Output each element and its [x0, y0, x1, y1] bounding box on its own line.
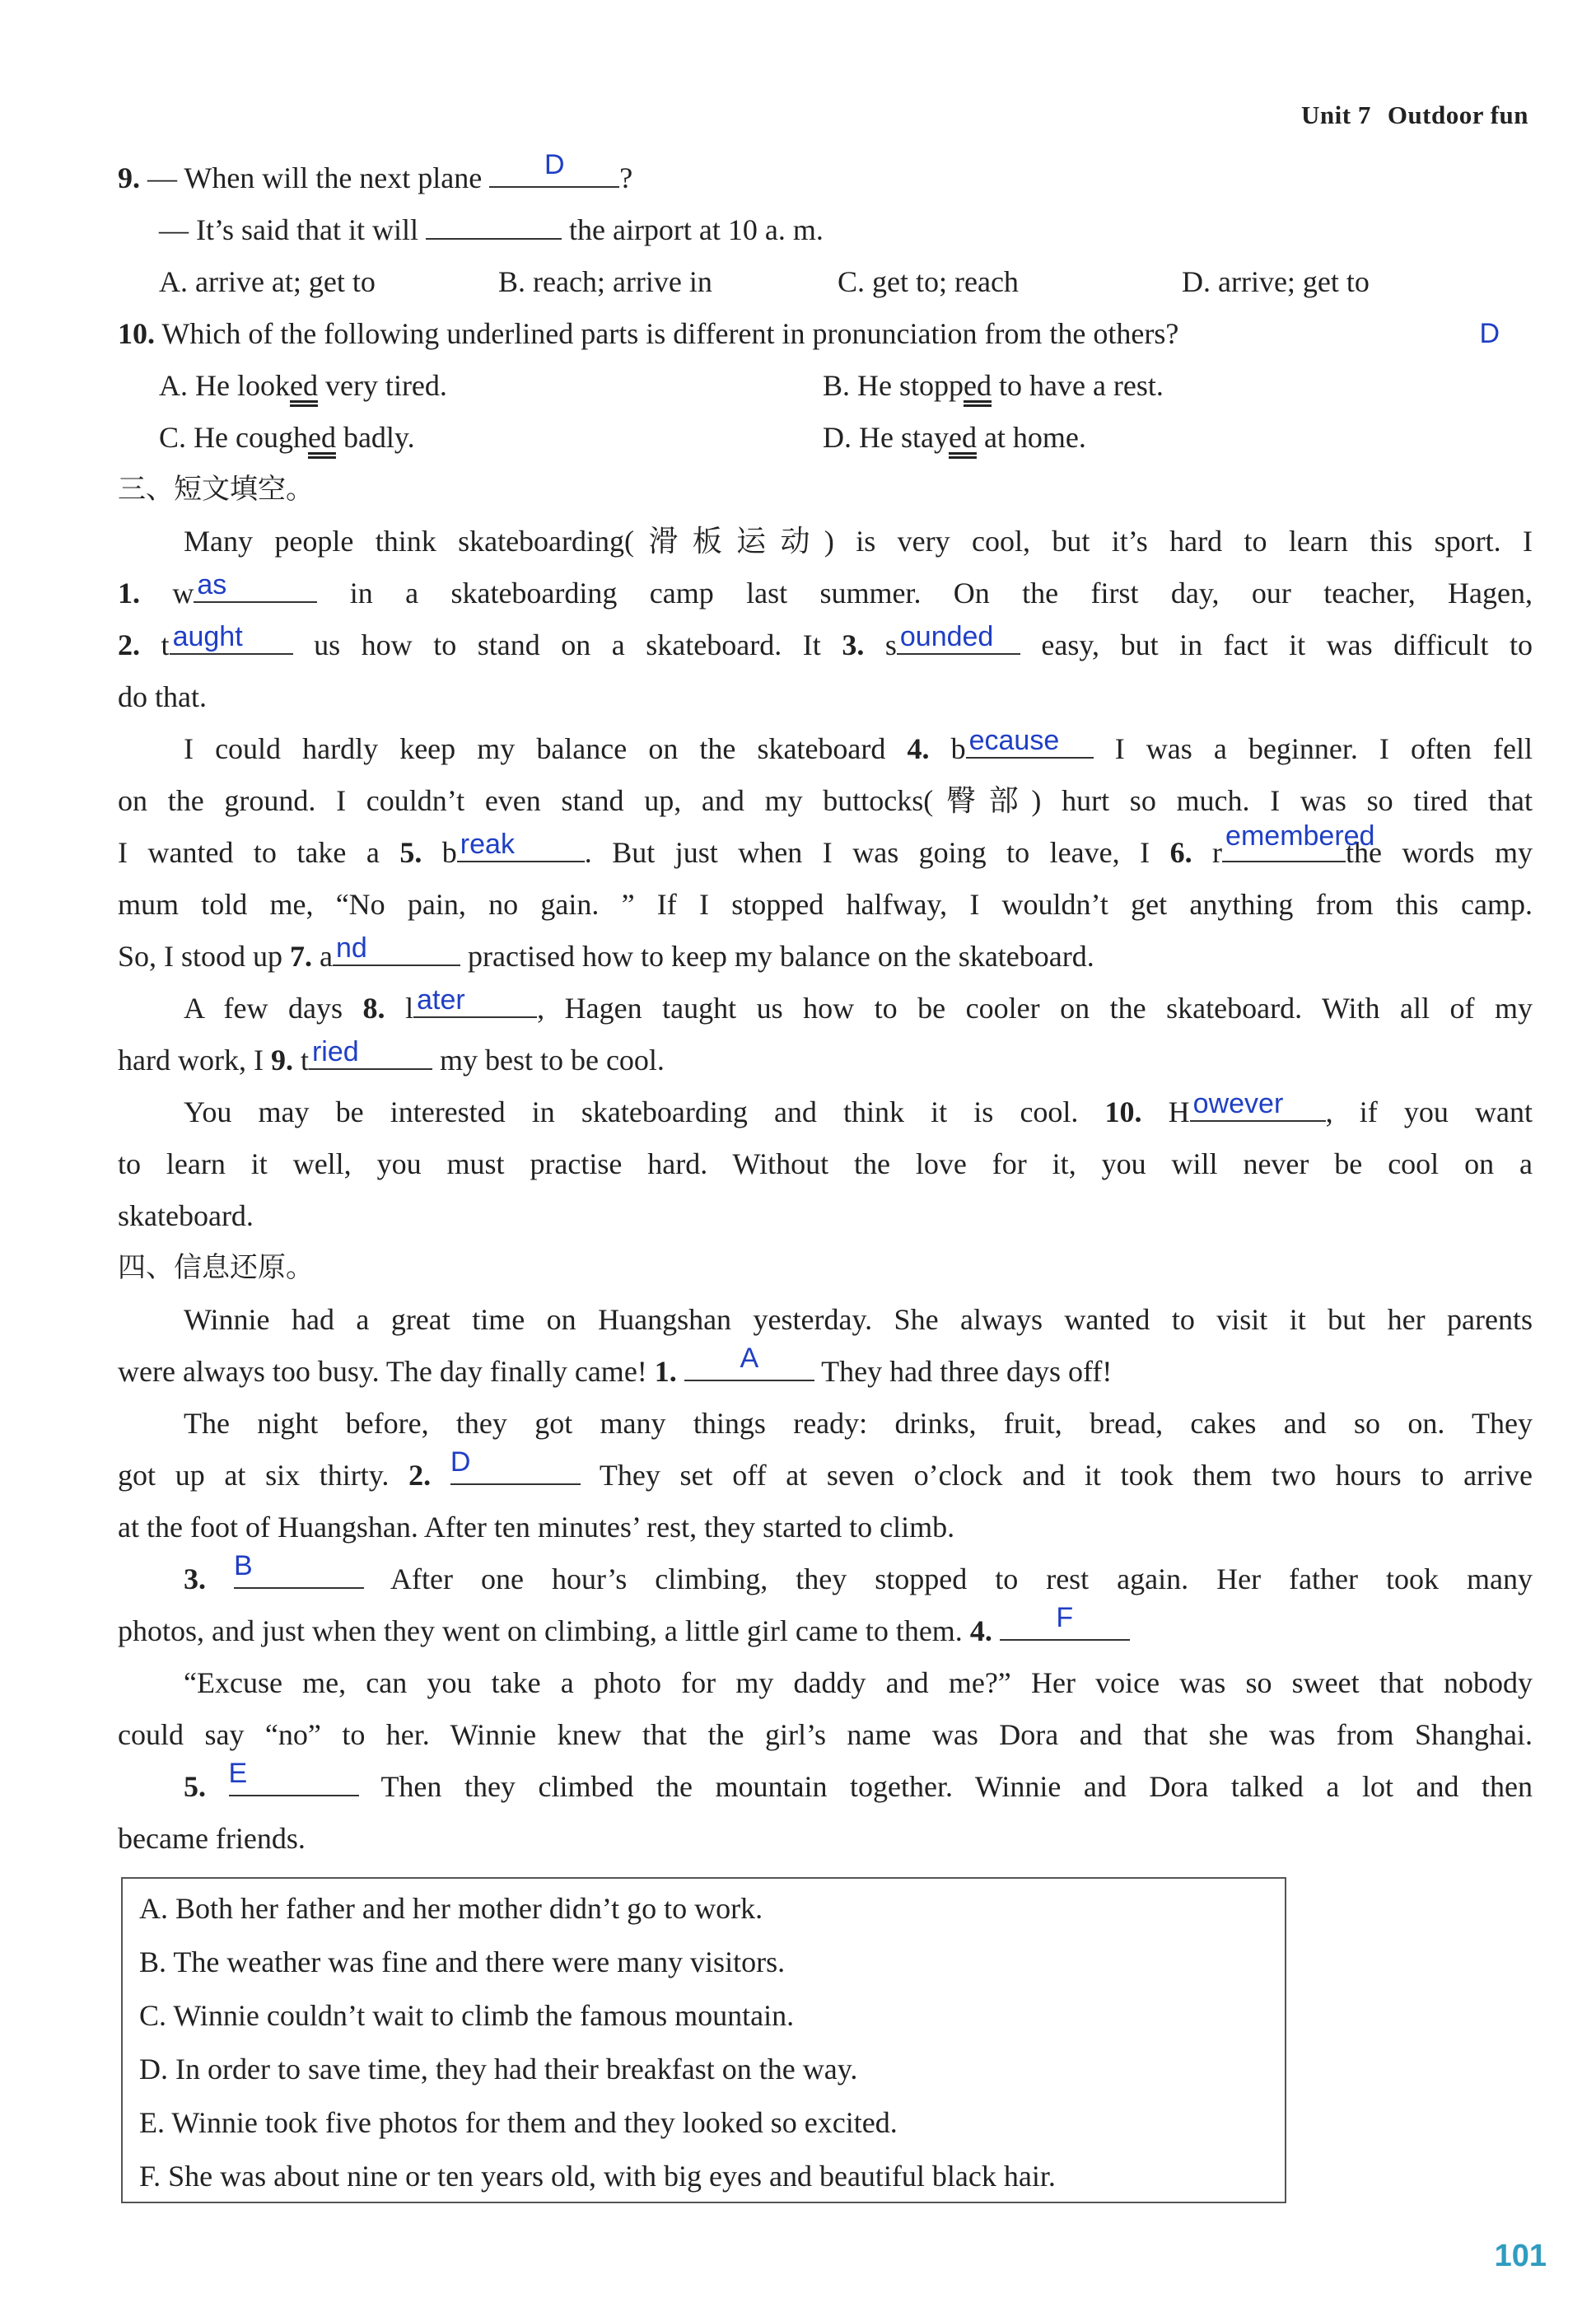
s4-p2-line2: got up at six thirty. 2. D They set off at seven o’clock and it took them two hours to arrive [118, 1446, 1533, 1492]
s3-answer-7: nd [336, 932, 367, 964]
page-header [1301, 100, 1528, 130]
s3-p4-line1: You may be interested in skateboarding and think it is cool. 10. H owever , if you want [184, 1088, 1533, 1128]
s3-blank-9[interactable] [309, 1035, 432, 1070]
s3-blank-2[interactable] [170, 620, 293, 655]
s4-blank-4[interactable] [1000, 1602, 1130, 1641]
s3-blank-6[interactable] [1222, 820, 1375, 862]
s3-blank-10[interactable] [1190, 1087, 1326, 1122]
s3-answer-6: emembered [1225, 820, 1375, 852]
s3-answer-8: ater [417, 984, 465, 1016]
q9-options [118, 256, 1533, 308]
s4-p1-line1: Winnie had a great time on Huangshan yesterday. She always wanted to visit it but her parents [184, 1303, 1533, 1336]
q10-option-a[interactable]: A. He looked very tired. [159, 369, 447, 402]
s3-p2-line2: on the ground. I couldn’t even stand up, and my buttocks(臀部) hurt so much. I was so tired that [118, 784, 1533, 817]
s3-answer-9: ried [311, 1036, 359, 1067]
unit-label: Unit 7 [1301, 100, 1371, 129]
s3-p2-line3: I wanted to take a 5. b reak . But just when I was going to leave, I 6. r emembered the words my [118, 820, 1533, 869]
box-option-e: E. Winnie took five photos for them and they looked so excited. [139, 2106, 898, 2139]
s3-p2-line5: So, I stood up 7. a nd practised how to keep my balance on the skateboard. [118, 932, 1094, 973]
s4-answer-3: B [234, 1550, 253, 1581]
s4-p4-line1: “Excuse me, can you take a photo for my daddy and me?” Her voice was so sweet that nobody [184, 1666, 1533, 1699]
s4-blank-1[interactable] [684, 1343, 814, 1381]
s3-blank-3[interactable] [897, 620, 1020, 655]
s3-blank-5[interactable] [457, 828, 585, 862]
box-option-d: D. In order to save time, they had their breakfast on the way. [139, 2053, 858, 2085]
s4-answer-5: E [228, 1758, 248, 1789]
q10-options-row2 [118, 412, 1533, 464]
q10-stem-line [118, 308, 1533, 360]
q10-option-b[interactable]: B. He stopped to have a rest. [823, 369, 1164, 402]
q10-number: 10. [118, 317, 155, 350]
s3-p1-line2: 1. w as in a skateboarding camp last summer. On the first day, our teacher, Hagen, [118, 569, 1533, 610]
s4-blank-5[interactable] [228, 1758, 359, 1796]
s3-answer-10: owever [1192, 1088, 1284, 1119]
s3-p2-line4: mum told me, “No pain, no gain. ” If I stopped halfway, I wouldn’t get anything from this camp. [118, 888, 1533, 921]
q9-option-d[interactable]: D. arrive; get to [1182, 265, 1370, 298]
s4-answer-4: F [1056, 1602, 1074, 1633]
s3-blank-7[interactable] [333, 932, 460, 966]
box-option-c: C. Winnie couldn’t wait to climb the famous mountain. [139, 1999, 795, 2032]
unit-title: Outdoor fun [1387, 100, 1528, 129]
q9-line1-text: — When will the next plane [147, 161, 483, 194]
s4-p2-line1: The night before, they got many things ready: drinks, fruit, bread, cakes and so on. They [184, 1407, 1533, 1440]
q10-answer: D [1479, 318, 1500, 349]
s3-blank-4[interactable] [966, 724, 1094, 759]
s3-answer-4: ecause [968, 725, 1060, 756]
s3-p1-line4: do that. [118, 680, 207, 713]
s4-p3-line1: 3. B After one hour’s climbing, they stopped to rest again. Her father took many [184, 1550, 1533, 1595]
box-option-a: A. Both her father and her mother didn’t go to work. [139, 1892, 763, 1925]
s4-p5-line1: 5. E Then they climbed the mountain together. Winnie and Dora talked a lot and then [184, 1758, 1533, 1803]
s4-blank-3[interactable] [234, 1550, 364, 1589]
s3-p3-line2: hard work, I 9. t ried my best to be cool. [118, 1036, 665, 1077]
box-option-b: B. The weather was fine and there were many visitors. [139, 1945, 786, 1978]
q10-stem: Which of the following underlined parts is different in pronunciation from the others? [161, 317, 1179, 350]
s3-answer-2: aught [172, 621, 243, 652]
page-number: 101 [1494, 2239, 1547, 2273]
q10-option-d[interactable]: D. He stayed at home. [823, 421, 1086, 454]
q9-option-a[interactable]: A. arrive at; get to [159, 265, 376, 298]
s3-blank-1[interactable] [194, 568, 317, 603]
s4-p3-line2: photos, and just when they went on climbing, a little girl came to them. 4. F [118, 1605, 1533, 1657]
section3-heading: 三、短文填空。 [118, 473, 314, 506]
q9-line1-end: ? [619, 161, 633, 194]
s4-p2-line3: at the foot of Huangshan. After ten minutes’ rest, they started to climb. [118, 1511, 955, 1544]
q10-option-c[interactable]: C. He coughed badly. [159, 421, 415, 454]
q9-option-b[interactable]: B. reach; arrive in [498, 265, 712, 298]
s3-p4-line2: to learn it well, you must practise hard. Without the love for it, you will never be cool on a [118, 1147, 1533, 1180]
q9-line2-blank[interactable] [426, 205, 562, 240]
section4-heading: 四、信息还原。 [118, 1251, 314, 1284]
s3-p4-line3: skateboard. [118, 1199, 254, 1232]
s4-answer-1: A [740, 1343, 759, 1374]
q9-line2-text: — It’s said that it will [159, 213, 418, 246]
box-option-f: F. She was about nine or ten years old, with big eyes and beautiful black hair. [139, 2160, 1056, 2193]
s4-answer-2: D [450, 1446, 471, 1478]
s3-p1-line3: 2. t aught us how to stand on a skateboard. It 3. s ounded easy, but in fact it was difficult to [118, 621, 1533, 661]
q9-line2-end: the airport at 10 a. m. [568, 213, 824, 246]
s4-p1-line2: were always too busy. The day finally came! 1. A They had three days off! [118, 1343, 1113, 1388]
q9-line2 [118, 204, 1533, 256]
s3-p1-line1: Many people think skateboarding(滑板运动) is very cool, but it’s hard to learn this sport. I [184, 525, 1533, 558]
s3-answer-1: as [197, 569, 227, 600]
s3-blank-8[interactable] [413, 983, 537, 1018]
s3-p3-line1: A few days 8. l ater , Hagen taught us how to be cooler on the skateboard. With all of my [184, 984, 1533, 1025]
content [118, 149, 1533, 1865]
s3-answer-3: ounded [899, 621, 994, 652]
q9-number: 9. [118, 161, 140, 194]
s3-answer-5: reak [460, 829, 515, 860]
options-box [121, 1877, 1286, 2203]
q9-line1 [118, 149, 1533, 204]
q9-answer: D [544, 149, 565, 180]
s4-p5-line2: became friends. [118, 1822, 306, 1855]
s3-p2-line1: I could hardly keep my balance on the skateboard 4. b ecause I was a beginner. I often fell [184, 725, 1533, 765]
q10-options-row1 [118, 360, 1533, 412]
q9-option-c[interactable]: C. get to; reach [838, 265, 1019, 298]
s4-blank-2[interactable] [450, 1446, 581, 1485]
s4-p4-line2: could say “no” to her. Winnie knew that the girl’s name was Dora and that she was from Shanghai. [118, 1718, 1533, 1751]
q9-answer-blank[interactable] [489, 149, 619, 188]
